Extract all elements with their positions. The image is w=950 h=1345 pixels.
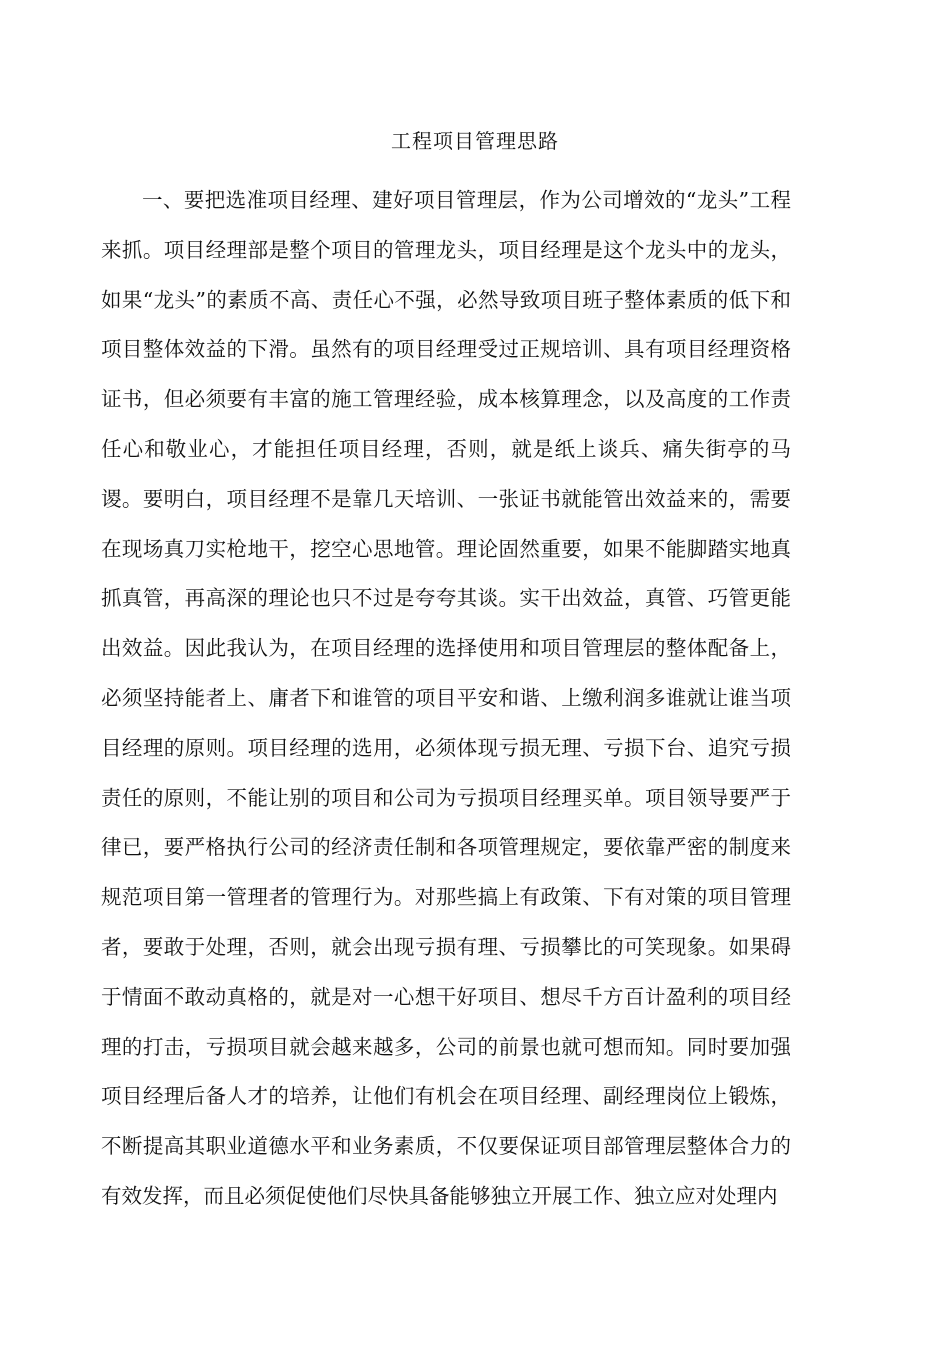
body-paragraph: 一、要把选准项目经理、建好项目管理层，作为公司增效的“龙头”工程来抓。项目经理部是整个项目的管理龙头，项目经理是这个龙头中的龙头，如果“龙头”的素质不高、责任心不强，必然导致项目班子整体素质的低下和项目整体效益的下滑。虽然有的项目经理受过正规培训、具有项目经理资格证书，但必须要有丰富的施工管理经验，成本核算理念，以及高度的工作责任心和敬业心，才能担任项目经理，否则，就是纸上谈兵、痛失街亭的马谡。要明白，项目经理不是靠几天培训、一张证书就能管出效益来的，需要在现场真刀实枪地干，挖空心思地管。理论固然重要，如果不能脚踏实地真抓真管，再高深的理论也只不过是夸夸其谈。实干出效益，真管、巧管更能出效益。因此我认为，在项目经理的选择使用和项目管理层的整体配备上，必须坚持能者上、庸者下和谁管的项目平安和谐、上缴利润多谁就让谁当项目经理的原则。项目经理的选用，必须体现亏损无理、亏损下台、追究亏损责任的原则，不能让别的项目和公司为亏损项目经理买单。项目领导要严于律已，要严格执行公司的经济责任制和各项管理规定，要依靠严密的制度来规范项目第一管理者的管理行为。对那些搞上有政策、下有对策的项目管理者，要敢于处理，否则，就会出现亏损有理、亏损攀比的可笑现象。如果碍于情面不敢动真格的，就是对一心想干好项目、想尽千方百计盈利的项目经理的打击，亏损项目就会越来越多，公司的前景也就可想而知。同时要加强项目经理后备人才的培养，让他们有机会在项目经理、副经理岗位上锻炼，不断提高其职业道德水平和业务素质，不仅要保证项目部管理层整体合力的有效发挥，而且必须促使他们尽快具备能够独立开展工作、独立应对处理内	[101, 188, 791, 1208]
document-title: 工程项目管理思路	[391, 129, 559, 153]
